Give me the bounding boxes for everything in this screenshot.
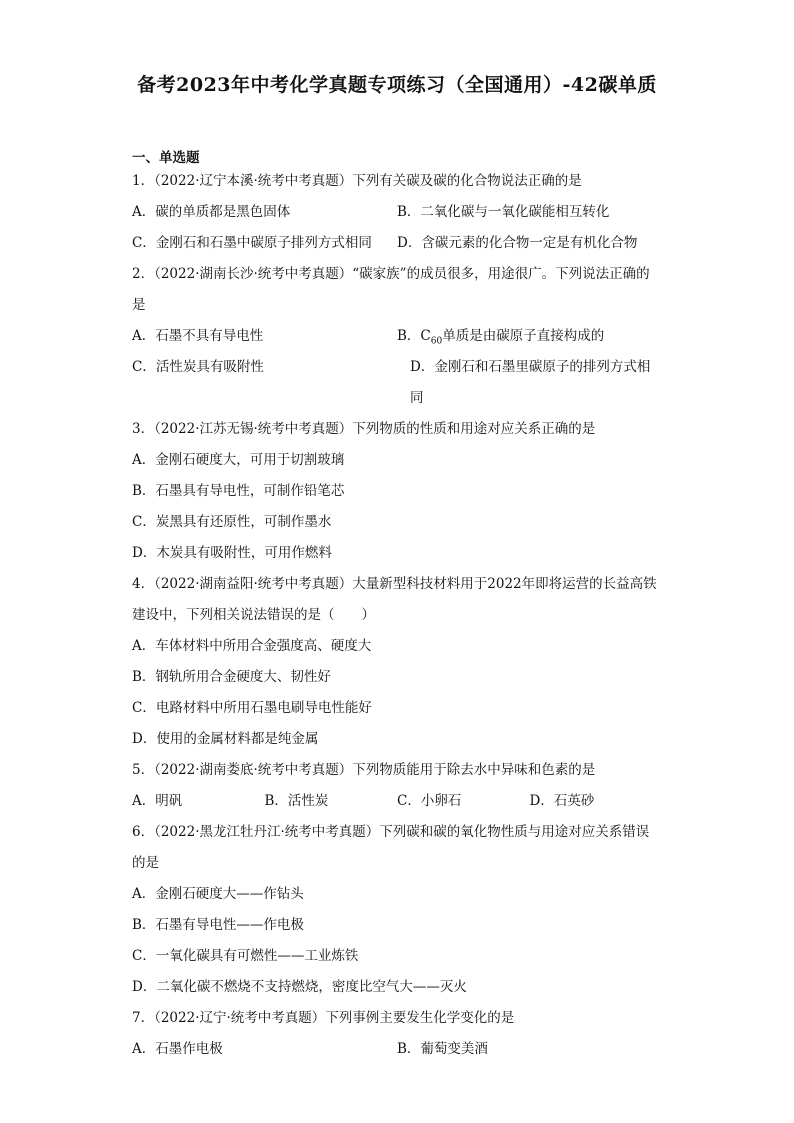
option-b[interactable]: B．石墨具有导电性，可制作铅笔芯 bbox=[132, 483, 345, 499]
option-a[interactable]: A．明矾 bbox=[132, 793, 183, 809]
question-stem-continued: 的是 bbox=[132, 855, 159, 871]
option-d[interactable]: D．石英砂 bbox=[529, 793, 595, 809]
option-c[interactable]: C．金刚石和石墨中碳原子排列方式相同 bbox=[132, 235, 372, 251]
question-6 bbox=[132, 817, 662, 1003]
option-row bbox=[132, 1034, 662, 1065]
option-b[interactable]: B．二氧化碳与一氧化碳能相互转化 bbox=[397, 204, 610, 220]
question-stem: 7．（2022·辽宁·统考中考真题）下列事例主要发生化学变化的是 bbox=[132, 1010, 515, 1026]
option-a[interactable]: A．石墨作电极 bbox=[132, 1041, 223, 1057]
question-7 bbox=[132, 1003, 662, 1065]
option-c[interactable]: C．一氧化碳具有可燃性——工业炼铁 bbox=[132, 948, 359, 964]
subscript-60: 60 bbox=[430, 336, 443, 347]
question-stem: 3．（2022·江苏无锡·统考中考真题）下列物质的性质和用途对应关系正确的是 bbox=[132, 421, 596, 437]
question-4 bbox=[132, 569, 662, 755]
option-a[interactable]: A．碳的单质都是黑色固体 bbox=[132, 204, 291, 220]
option-row bbox=[132, 786, 662, 817]
option-c[interactable]: C．小卵石 bbox=[397, 793, 462, 809]
question-2 bbox=[132, 259, 662, 414]
question-1 bbox=[132, 166, 662, 259]
option-row bbox=[132, 321, 662, 352]
option-a[interactable]: A．金刚石硬度大，可用于切割玻璃 bbox=[132, 452, 345, 468]
option-b[interactable]: B．葡萄变美酒 bbox=[397, 1041, 488, 1057]
option-b[interactable]: B．活性炭 bbox=[264, 793, 329, 809]
question-list bbox=[132, 166, 662, 1065]
option-d[interactable]: D．木炭具有吸附性，可用作燃料 bbox=[132, 545, 332, 561]
option-d[interactable]: D．使用的金属材料都是纯金属 bbox=[132, 731, 319, 747]
option-row bbox=[132, 197, 662, 228]
question-stem: 4．（2022·湖南益阳·统考中考真题）大量新型科技材料用于2022年即将运营的长益高铁 bbox=[132, 576, 657, 592]
option-b[interactable] bbox=[397, 321, 662, 352]
option-row bbox=[132, 228, 662, 259]
option-d[interactable]: D．含碳元素的化合物一定是有机化合物 bbox=[397, 235, 638, 251]
option-d[interactable]: D．金刚石和石墨里碳原子的排列方式相同 bbox=[410, 359, 651, 406]
section-heading: 一、单选题 bbox=[132, 150, 200, 166]
question-stem: 6．（2022·黑龙江牡丹江·统考中考真题）下列碳和碳的氧化物性质与用途对应关系错误 bbox=[132, 824, 650, 840]
option-b[interactable]: B．钢轨所用合金硬度大、韧性好 bbox=[132, 669, 331, 685]
question-stem-continued: 建设中，下列相关说法错误的是（ ） bbox=[132, 607, 375, 623]
option-d[interactable]: D．二氧化碳不燃烧不支持燃烧，密度比空气大——灭火 bbox=[132, 979, 467, 995]
option-b-text: 单质是由碳原子直接构成的 bbox=[442, 328, 605, 344]
page-title: 备考2023年中考化学真题专项练习（全国通用）-42碳单质 bbox=[137, 74, 657, 96]
option-a[interactable]: A．车体材料中所用合金强度高、硬度大 bbox=[132, 638, 372, 654]
option-b-prefix: B．C bbox=[397, 328, 431, 344]
question-stem: 1．（2022·辽宁本溪·统考中考真题）下列有关碳及碳的化合物说法正确的是 bbox=[132, 173, 582, 189]
question-stem: 5．（2022·湖南娄底·统考中考真题）下列物质能用于除去水中异味和色素的是 bbox=[132, 762, 596, 778]
option-c[interactable]: C．电路材料中所用石墨电刷导电性能好 bbox=[132, 700, 372, 716]
question-3 bbox=[132, 414, 662, 569]
option-a[interactable]: A．石墨不具有导电性 bbox=[132, 328, 264, 344]
question-stem: 2．（2022·湖南长沙·统考中考真题）“碳家族”的成员很多，用途很广。下列说法正确的 bbox=[132, 266, 650, 282]
option-c[interactable]: C．炭黑具有还原性，可制作墨水 bbox=[132, 514, 332, 530]
question-5 bbox=[132, 755, 662, 817]
option-row bbox=[132, 352, 662, 414]
option-a[interactable]: A．金刚石硬度大——作钻头 bbox=[132, 886, 304, 902]
option-b[interactable]: B．石墨有导电性——作电极 bbox=[132, 917, 304, 933]
question-stem-continued: 是 bbox=[132, 297, 146, 313]
option-c[interactable]: C．活性炭具有吸附性 bbox=[132, 359, 264, 375]
